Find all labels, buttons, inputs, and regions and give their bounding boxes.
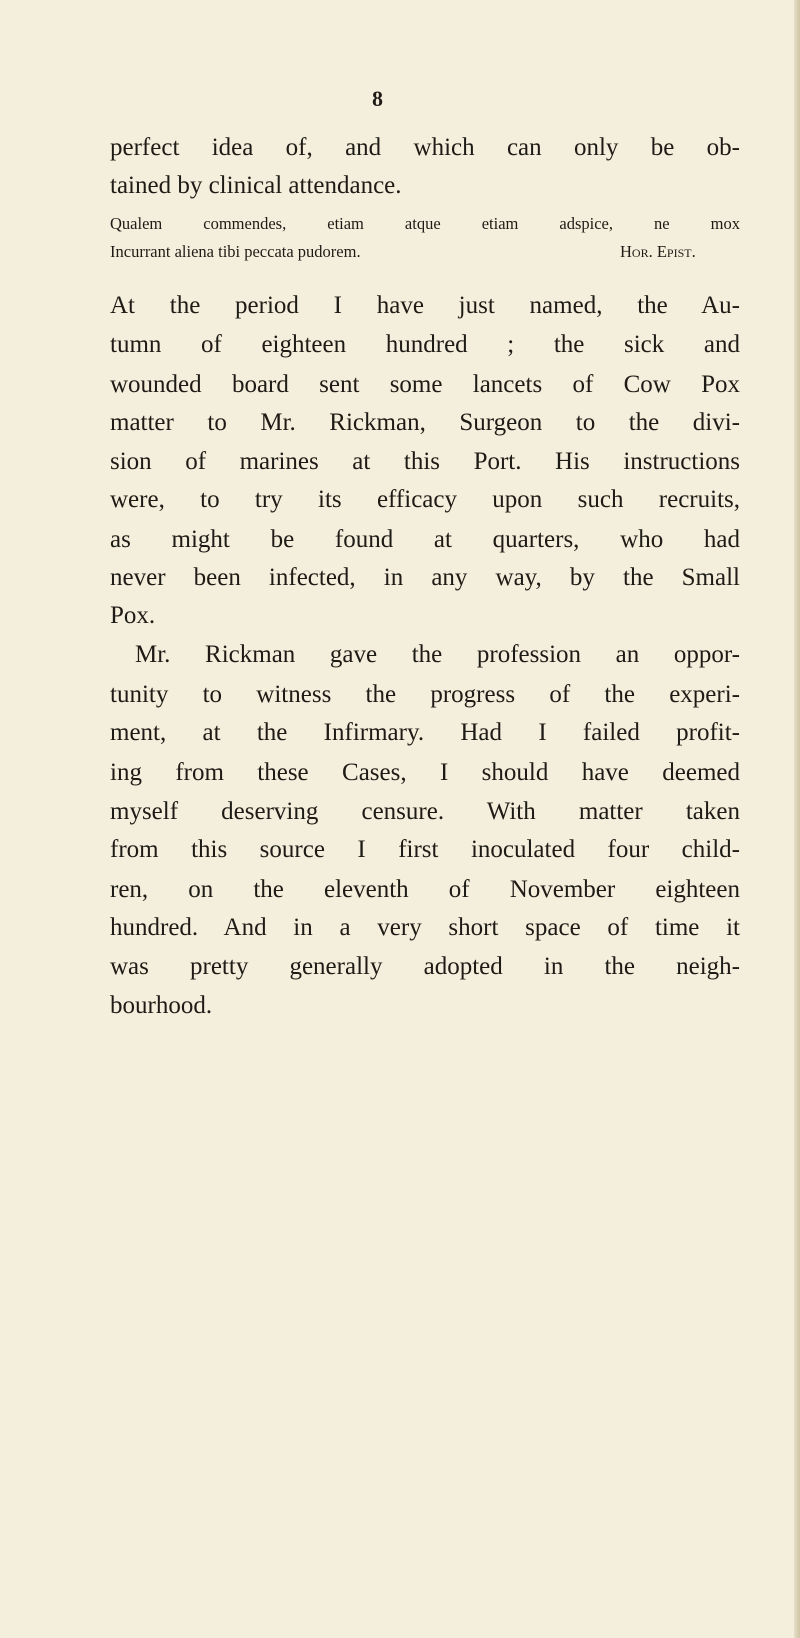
text-line: Mr. Rickman gave the profession an oppor- — [135, 641, 740, 668]
text-line: sion of marines at this Port. His instructions — [110, 448, 740, 475]
text-line: At the period I have just named, the Au- — [110, 292, 740, 319]
quote-line: Incurrant aliena tibi peccata pudorem. — [110, 242, 361, 261]
quote-attribution: Hor. Epist. — [620, 242, 696, 261]
text-line: ren, on the eleventh of November eighteen — [110, 876, 740, 903]
text-line: perfect idea of, and which can only be ob- — [110, 134, 740, 161]
text-line: matter to Mr. Rickman, Surgeon to the divi- — [110, 409, 740, 436]
text-line: as might be found at quarters, who had — [110, 526, 740, 553]
text-line: myself deserving censure. With matter taken — [110, 798, 740, 825]
page-edge — [794, 0, 800, 1638]
text-line: ment, at the Infirmary. Had I failed profit- — [110, 719, 740, 746]
quote-line: Qualem commendes, etiam atque etiam adspice, ne mox — [110, 214, 740, 233]
text-line: tumn of eighteen hundred ; the sick and — [110, 331, 740, 358]
text-line: was pretty generally adopted in the neigh- — [110, 953, 740, 980]
text-line: from this source I first inoculated four child- — [110, 836, 740, 863]
text-line: tained by clinical attendance. — [110, 172, 402, 199]
text-line: hundred. And in a very short space of time it — [110, 914, 740, 941]
text-line: were, to try its efficacy upon such recruits, — [110, 486, 740, 513]
text-line: wounded board sent some lancets of Cow Pox — [110, 371, 740, 398]
page-number: 8 — [372, 86, 383, 111]
text-line: bourhood. — [110, 992, 213, 1019]
text-line: tunity to witness the progress of the experi- — [110, 681, 740, 708]
text-line: never been infected, in any way, by the Small — [110, 564, 740, 591]
text-line: Pox. — [110, 602, 156, 629]
text-line: ing from these Cases, I should have deemed — [110, 759, 740, 786]
